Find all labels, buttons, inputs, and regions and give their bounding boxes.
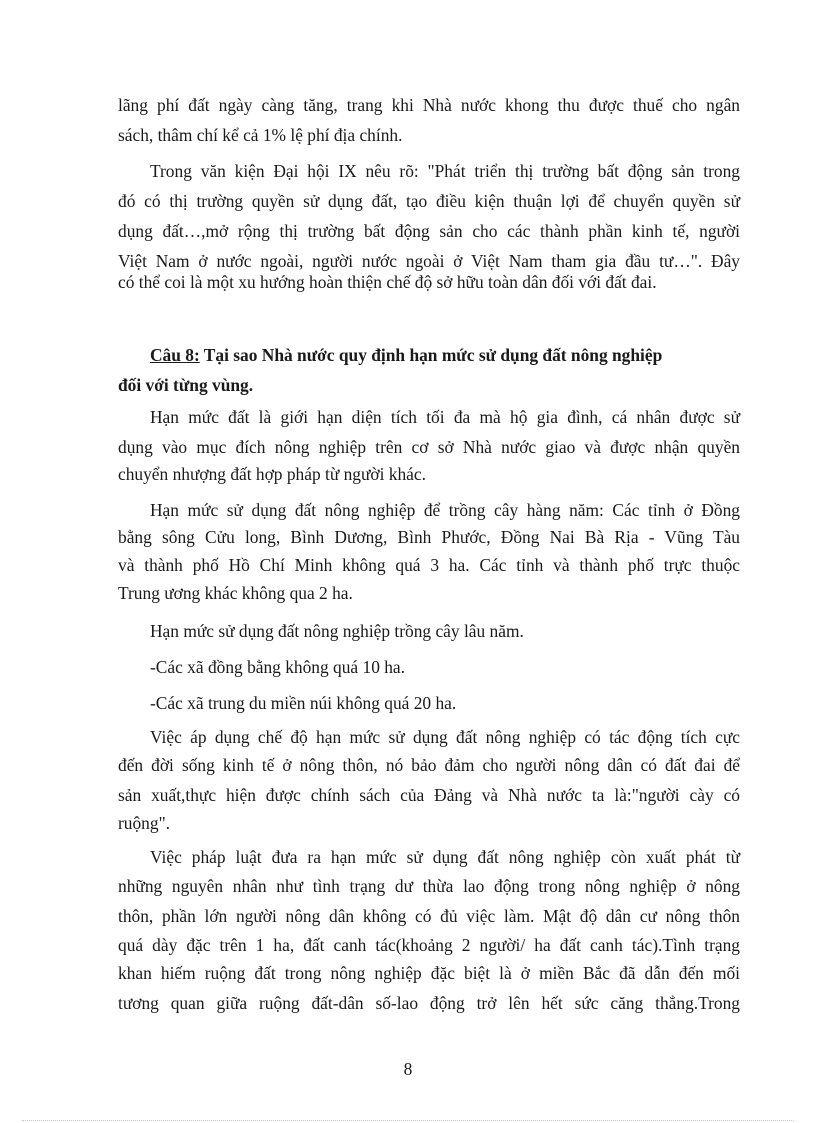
text-line: chuyển nhượng đất hợp pháp từ người khác. xyxy=(118,464,426,484)
question-title-cont: đối với từng vùng. xyxy=(118,375,254,395)
question-label: Câu 8: xyxy=(150,345,200,365)
text-line: đó có thị trường quyền sử dụng đất, tạo điều kiện thuận lợi để chuyển quyền sử xyxy=(118,191,740,211)
question-title: Tại sao Nhà nước quy định hạn mức sử dụng đất nông nghiệp xyxy=(199,345,663,365)
text-line: Việt Nam ở nước ngoài, người nước ngoài ở Việt Nam tham gia đầu tư…". Đây xyxy=(118,251,740,271)
text-line: dụng vào mục đích nông nghiệp trên cơ sở Nhà nước giao và được nhận quyền xyxy=(118,437,740,457)
question-heading xyxy=(150,340,740,370)
text-line: Hạn mức đất là giới hạn diện tích tối đa mà hộ gia đình, cá nhân được sử xyxy=(150,407,740,427)
text-line: sách, thâm chí kể cả 1% lệ phí địa chính. xyxy=(118,125,403,145)
text-line: khan hiếm ruộng đất trong nông nghiệp đặc biệt là ở miền Bắc đã dẫn đến mối xyxy=(118,963,740,983)
text-line: Trung ương khác không qua 2 ha. xyxy=(118,583,353,603)
text-line: Việc áp dụng chế độ hạn mức sử dụng đất nông nghiệp có tác động tích cực xyxy=(150,727,740,747)
text-line: bằng sông Cửu long, Bình Dương, Bình Phước, Đồng Nai Bà Rịa - Vũng Tàu xyxy=(118,527,740,547)
list-item: -Các xã đồng bằng không quá 10 ha. xyxy=(150,657,406,677)
text-line: quá dày đặc trên 1 ha, đất canh tác(khoảng 2 người/ ha đất canh tác).Tình trạng xyxy=(118,935,740,955)
text-line: và thành phố Hồ Chí Minh không quá 3 ha. Các tỉnh và thành phố trực thuộc xyxy=(118,555,740,575)
text-line: Hạn mức sử dụng đất nông nghiệp để trồng cây hàng năm: Các tỉnh ở Đồng xyxy=(150,500,740,520)
page-number: 8 xyxy=(403,1059,413,1079)
list-item: -Các xã trung du miền núi không quá 20 ha. xyxy=(150,693,457,713)
text-line: những nguyên nhân như tình trạng dư thừa lao động trong nông nghiệp ở nông xyxy=(118,876,740,896)
text-line: dụng đất…,mở rộng thị trường bất động sản cho các thành phần kinh tế, người xyxy=(118,221,740,241)
text-line: đến đời sống kinh tế ở nông thôn, nó bảo đảm cho người nông dân có đất đai để xyxy=(118,755,740,775)
text-line: sản xuất,thực hiện được chính sách của Đảng và Nhà nước ta là:"người cày có xyxy=(118,785,740,805)
text-line: Hạn mức sử dụng đất nông nghiệp trồng cây lâu năm. xyxy=(150,621,524,641)
text-line: Trong văn kiện Đại hội IX nêu rõ: "Phát triển thị trường bất động sản trong xyxy=(150,161,740,181)
text-line: ruộng". xyxy=(118,813,171,833)
text-line: tương quan giữa ruộng đất-dân số-lao động trở lên hết sức căng thẳng.Trong xyxy=(118,993,740,1013)
page-border xyxy=(22,1120,794,1121)
text-line: Việc pháp luật đưa ra hạn mức sử dụng đất nông nghiệp còn xuất phát từ xyxy=(150,847,740,867)
text-line: lãng phí đất ngày càng tăng, trang khi Nhà nước khong thu được thuế cho ngân xyxy=(118,95,740,115)
text-line: thôn, phần lớn người nông dân không có đủ việc làm. Mật độ dân cư nông thôn xyxy=(118,906,740,926)
text-line: có thể coi là một xu hướng hoàn thiện chế độ sở hữu toàn dân đối với đất đai. xyxy=(118,272,657,292)
